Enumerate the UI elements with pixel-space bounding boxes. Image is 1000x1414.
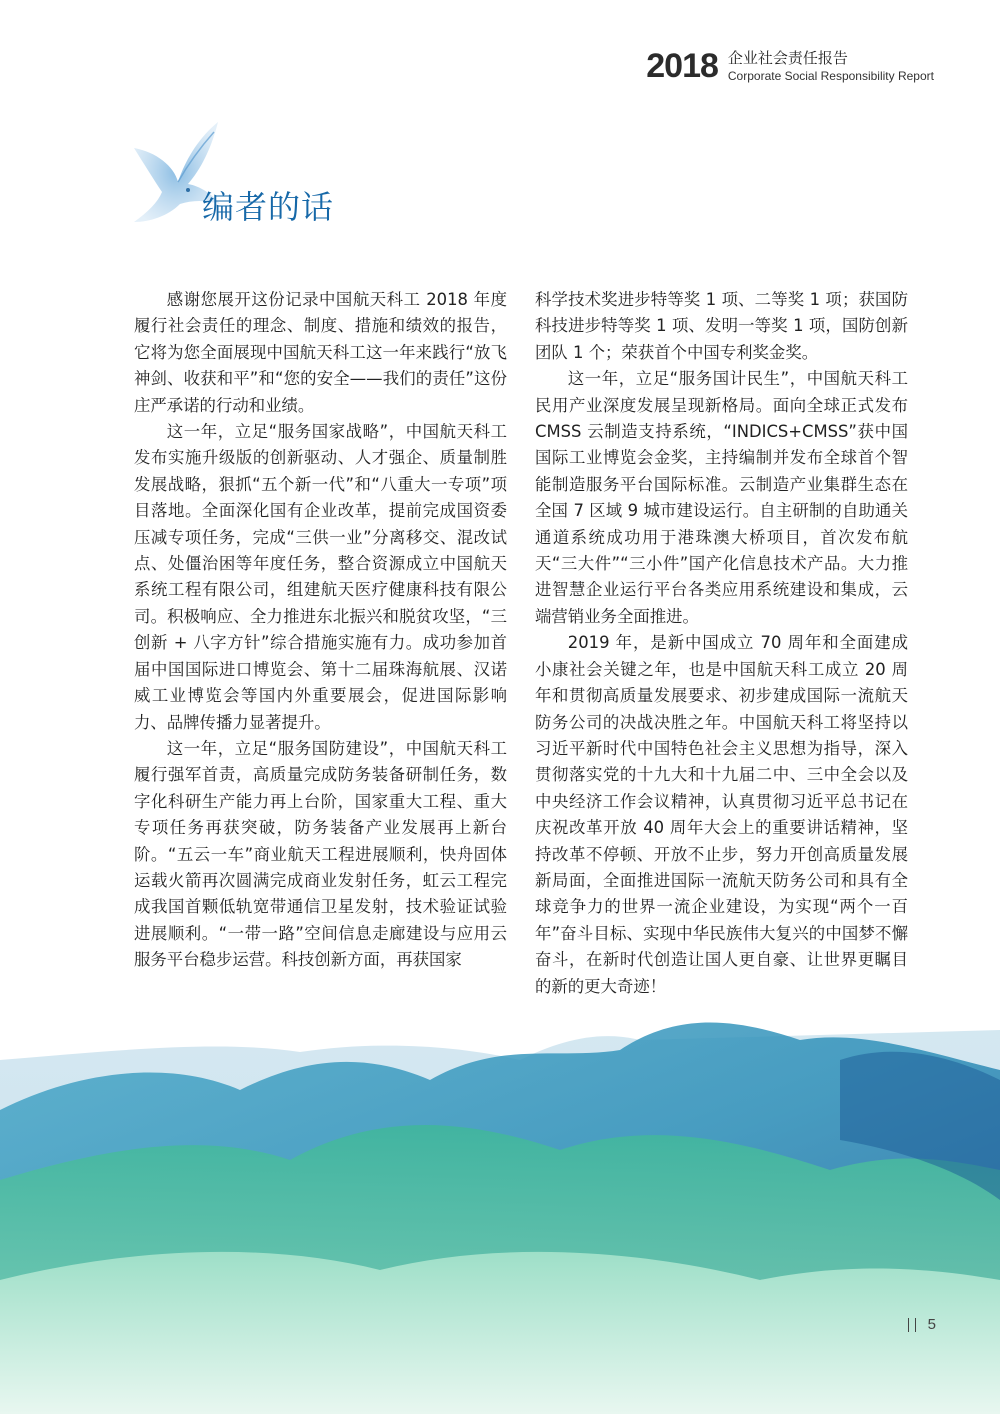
report-title-cn: 企业社会责任报告: [727, 49, 848, 67]
paragraph: 感谢您展开这份记录中国航天科工 2018 年度履行社会责任的理念、制度、措施和绩效的报告，它将为您全面展现中国航天科工这一年来践行“放飞神剑、收获和平”和“您的安全——我们的责任”这份庄严承诺的行动和业绩。: [134, 290, 507, 415]
paragraph: 科学技术奖进步特等奖 1 项、二等奖 1 项；获国防科技进步特等奖 1 项、发明一等奖 1 项，国防创新团队 1 个；荣获首个中国专利奖金奖。: [535, 290, 908, 362]
right-column: [535, 287, 908, 1000]
divider: [908, 1318, 909, 1332]
page-footer: [905, 1316, 936, 1333]
left-column: [134, 287, 507, 1000]
page-title: 编者的话: [202, 188, 335, 226]
paragraph: 2019 年，是新中国成立 70 周年和全面建成小康社会关键之年，也是中国航天科工成立 20 周年和贯彻高质量发展要求、初步建成国际一流航天防务公司的决战决胜之年。中国航天科工将坚持以习近平新时代中国特色社会主义思想为指导，深入贯彻落实党的十九大和十九届二中、三中全会以及中央经济工作会议精神，认真贯彻习近平总书记在庆祝改革开放 40 周年大会上的重要讲话精神，坚持改革不停顿、开放不止步，努力开创高质量发展新局面，全面推进国际一流航天防务公司和具有全球竞争力的世界一流企业建设，为实现“两个一百年”奋斗目标、实现中华民族伟大复兴的中国梦不懈奋斗，在新时代创造让国人更自豪、让世界更瞩目的新的更大奇迹！: [535, 633, 908, 996]
paragraph: 这一年，立足“服务国家战略”，中国航天科工发布实施升级版的创新驱动、人才强企、质量制胜发展战略，狠抓“五个新一代”和“八重大一专项”项目落地。全面深化国有企业改革，提前完成国资委压减专项任务，完成“三供一业”分离移交、混改试点、处僵治困等年度任务，整合资源成立中国航天系统工程有限公司，组建航天医疗健康科技有限公司。积极响应、全力推进东北振兴和脱贫攻坚，“三创新 + 八字方针”综合措施实施有力。成功参加首届中国国际进口博览会、第十二届珠海航展、汉诺威工业博览会等国内外重要展会，促进国际影响力、品牌传播力显著提升。: [134, 422, 507, 732]
paragraph: 这一年，立足“服务国防建设”，中国航天科工履行强军首责，高质量完成防务装备研制任务，数字化科研生产能力再上台阶，国家重大工程、重大专项任务再获突破，防务装备产业发展再上新台阶。“五云一车”商业航天工程进展顺利，快舟固体运载火箭再次圆满完成商业发射任务，虹云工程完成我国首颗低轨宽带通信卫星发射，技术验证试验进展顺利。“一带一路”空间信息走廊建设与应用云服务平台稳步运营。科技创新方面，再获国家: [134, 738, 507, 970]
page-number: 5: [927, 1316, 936, 1333]
report-header-text: [728, 48, 934, 84]
paragraph: 这一年，立足“服务国计民生”，中国航天科工民用产业深度发展呈现新格局。面向全球正式发布 CMSS 云制造支持系统，“INDICS+CMSS”获中国国际工业博览会金奖，主持编制并发布全球首个智能制造服务平台国际标准。云制造产业集群生态在全国 7 区域 9 城市建设运行。自主研制的自助通关通道系统成功用于港珠澳大桥项目，首次发布航天“三大件”“三小件”国产化信息技术产品。大力推进智慧企业运行平台各类应用系统建设和集成，云端营销业务全面推进。: [535, 369, 908, 626]
mountain-landscape-illustration: [0, 1000, 1000, 1414]
report-year: 2018: [646, 47, 718, 85]
report-title-en: Corporate Social Responsibility Report: [727, 69, 934, 83]
report-header: [646, 48, 934, 84]
divider: [915, 1318, 916, 1332]
body-columns: [134, 287, 908, 1000]
